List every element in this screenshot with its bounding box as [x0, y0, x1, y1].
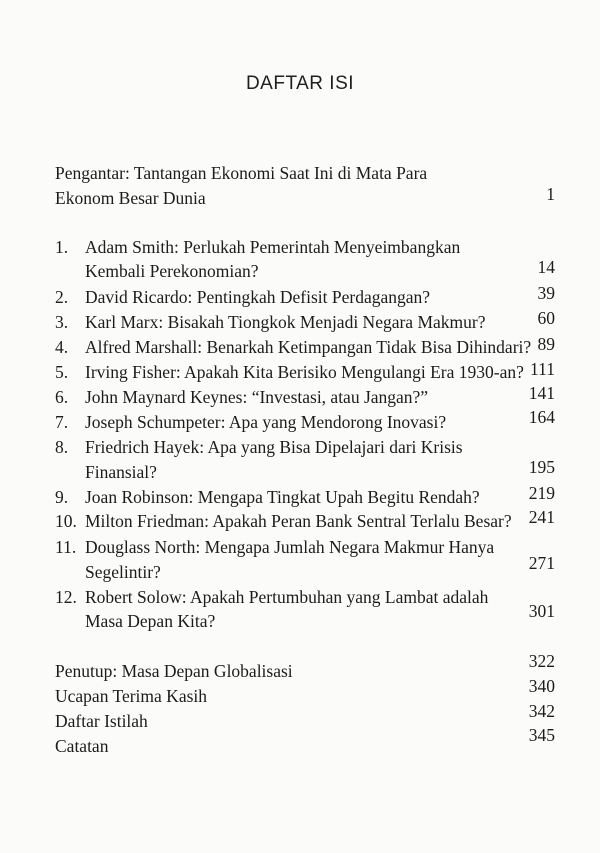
intro-page-number: 1	[546, 184, 555, 204]
chapter-title-line1: Douglass North: Mengapa Jumlah Negara Makmur Hanya	[85, 537, 495, 557]
chapter-title-line1: Adam Smith: Perlukah Pemerintah Menyeimbangkan	[85, 237, 461, 257]
chapter-title-line1: Alfred Marshall: Benarkah Ketimpangan Tidak Bisa Dihindari?	[85, 337, 532, 357]
chapter-number: 11.	[55, 537, 77, 557]
chapter-number: 7.	[55, 412, 69, 432]
chapter-number: 9.	[55, 487, 69, 507]
chapter-page-number: 111	[530, 359, 555, 379]
closing-title: Catatan	[55, 736, 109, 756]
closing-page-number: 345	[528, 725, 555, 745]
chapter-title-line2: Kembali Perekonomian?	[85, 261, 259, 281]
chapter-title-line2: Segelintir?	[85, 562, 161, 582]
page-title: DAFTAR ISI	[245, 73, 355, 94]
chapter-page-number: 39	[537, 283, 555, 303]
chapter-number: 3.	[55, 312, 69, 332]
chapter-page-number: 164	[528, 407, 555, 427]
chapter-page-number: 141	[528, 383, 555, 403]
chapter-page-number: 301	[528, 601, 555, 621]
chapter-title-line1: David Ricardo: Pentingkah Defisit Perdagangan?	[85, 287, 431, 307]
chapter-number: 2.	[55, 287, 69, 307]
chapter-title-line1: John Maynard Keynes: “Investasi, atau Jangan?”	[85, 387, 429, 407]
chapter-title-line1: Milton Friedman: Apakah Peran Bank Sentral Terlalu Besar?	[85, 511, 512, 531]
closing-title: Ucapan Terima Kasih	[55, 686, 208, 706]
chapter-title-line1: Joan Robinson: Mengapa Tingkat Upah Begitu Rendah?	[85, 487, 480, 507]
chapter-title-line1: Karl Marx: Bisakah Tiongkok Menjadi Negara Makmur?	[85, 312, 486, 332]
chapter-title-line1: Joseph Schumpeter: Apa yang Mendorong Inovasi?	[85, 412, 447, 432]
chapter-page-number: 14	[537, 257, 555, 277]
closing-title: Daftar Istilah	[55, 711, 148, 731]
intro-title-line2: Ekonom Besar Dunia	[55, 188, 206, 208]
chapter-number: 12.	[55, 587, 77, 607]
chapter-title-line1: Robert Solow: Apakah Pertumbuhan yang Lambat adalah	[85, 587, 489, 607]
closing-page-number: 342	[528, 701, 555, 721]
chapter-number: 1.	[55, 237, 69, 257]
chapter-title-line2: Masa Depan Kita?	[85, 611, 216, 631]
closing-page-number: 322	[528, 651, 555, 671]
chapter-title-line1: Friedrich Hayek: Apa yang Bisa Dipelajari dari Krisis	[85, 437, 463, 457]
chapter-page-number: 241	[528, 507, 555, 527]
chapter-number: 5.	[55, 362, 69, 382]
closing-page-number: 340	[528, 676, 555, 696]
chapter-page-number: 60	[537, 308, 555, 328]
chapter-number: 4.	[55, 337, 69, 357]
closing-title: Penutup: Masa Depan Globalisasi	[55, 661, 293, 681]
chapter-page-number: 89	[537, 334, 555, 354]
chapter-number: 6.	[55, 387, 69, 407]
chapter-number: 10.	[55, 511, 77, 531]
intro-title-line1: Pengantar: Tantangan Ekonomi Saat Ini di Mata Para	[55, 163, 428, 183]
chapter-title-line1: Irving Fisher: Apakah Kita Berisiko Mengulangi Era 1930-an?	[85, 362, 524, 382]
chapter-page-number: 219	[528, 483, 555, 503]
chapter-page-number: 195	[528, 457, 555, 477]
chapter-title-line2: Finansial?	[85, 462, 157, 482]
chapter-number: 8.	[55, 437, 69, 457]
chapter-page-number: 271	[528, 553, 555, 573]
